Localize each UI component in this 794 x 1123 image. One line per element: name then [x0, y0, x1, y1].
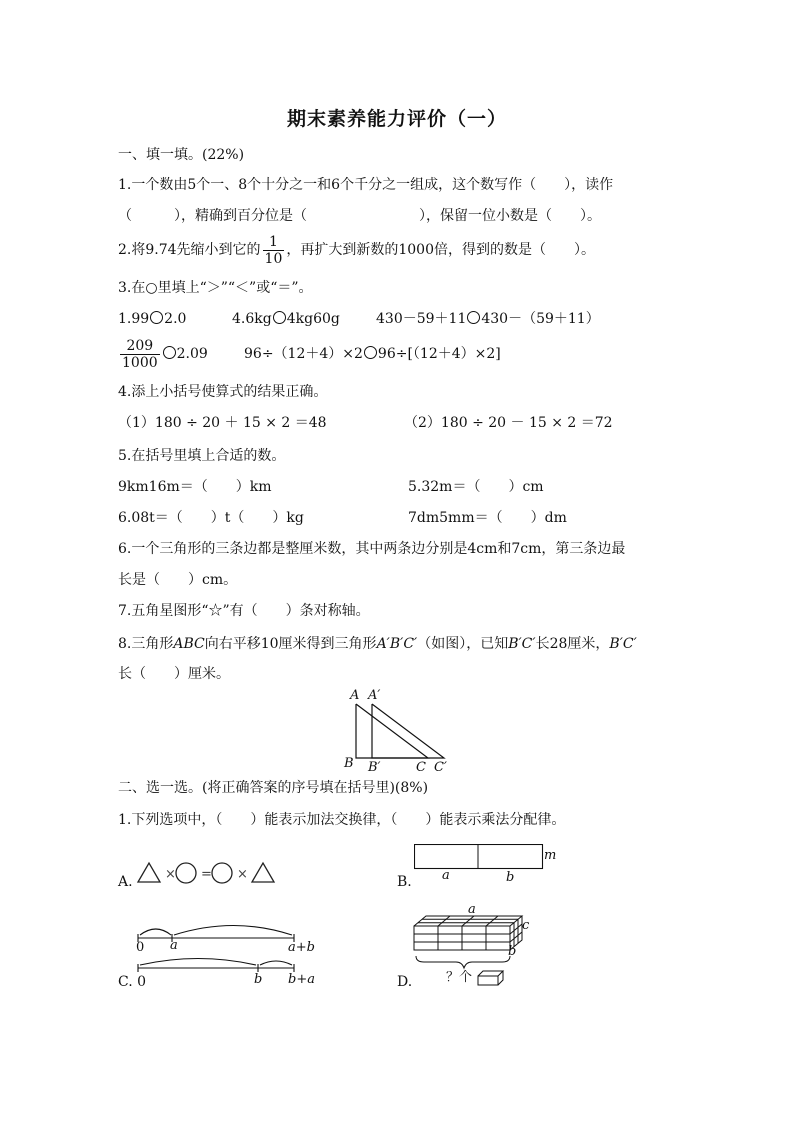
q8-text-b: 向右平移10厘米得到三角形	[204, 636, 377, 652]
option-a-figure	[134, 858, 278, 892]
label-a-prime: A′	[368, 688, 381, 703]
option-b-label: B.	[397, 874, 412, 890]
label-a: a	[170, 938, 178, 953]
q3-row2-fraction-numerator: 209	[120, 338, 160, 355]
q3-row2-fraction	[120, 338, 160, 371]
compare-circle[interactable]	[163, 346, 176, 359]
q8-text-a: 8.三角形	[118, 636, 174, 652]
s2-q1-line: 1.下列选项中，（ ）能表示加法交换律，（ ）能表示乘法分配律。	[118, 812, 566, 828]
triangle-shape	[252, 863, 274, 882]
svg-text:×: ×	[237, 867, 248, 882]
label-c-prime: C′	[434, 760, 447, 775]
option-d-label: D.	[397, 974, 413, 990]
q5-item-c: 6.08t＝（ ）t（ ）kg	[118, 510, 304, 526]
q3-row1-c	[376, 309, 600, 329]
q4-expr-1: （1）180 ÷ 20 ＋ 15 × 2 ＝48	[118, 415, 327, 431]
q2-text-before: 2.将9.74先缩小到它的	[118, 242, 261, 258]
q8-segment-bc: B′C′	[508, 636, 536, 652]
q3-row2-b-left: 96÷（12＋4）×2	[244, 346, 363, 362]
option-c-label	[118, 972, 146, 992]
label-b-plus-a: b+a	[288, 972, 315, 987]
label-b: B	[344, 756, 354, 771]
q3-row1-c-right: 430－（59＋11）	[481, 311, 600, 327]
q3-row1	[118, 309, 186, 329]
q6-line2: 长是（ ）cm。	[118, 572, 238, 588]
label-b: b	[254, 972, 263, 987]
shapes-equation	[134, 858, 278, 888]
compare-circle[interactable]	[150, 311, 163, 324]
q4-expr-2: （2）180 ÷ 20 － 15 × 2 ＝72	[404, 415, 613, 431]
label-zero: 0	[137, 974, 147, 990]
compare-circle[interactable]	[467, 311, 480, 324]
compare-circle[interactable]	[273, 311, 286, 324]
q3-row1-c-left: 430－59＋11	[376, 311, 467, 327]
q3-row2-a-right: 2.09	[176, 346, 208, 362]
q3-row1-b-left: 4.6kg	[232, 311, 272, 327]
q2-line	[118, 233, 595, 267]
svg-text:×: ×	[165, 867, 176, 882]
q8-line2: 长（ ）厘米。	[118, 666, 230, 682]
q2-text-after: ，再扩大到新数的1000倍，得到的数是（ ）。	[286, 242, 595, 258]
q8-triangle-figure	[340, 686, 460, 778]
q3-row2-b	[244, 344, 501, 364]
q7-line: 7.五角星图形“☆”有（ ）条对称轴。	[118, 603, 370, 619]
triangle-shape	[138, 863, 160, 882]
q6-line1: 6.一个三角形的三条边都是整厘米数，其中两条边分别是4cm和7cm，第三条边最	[118, 541, 626, 557]
q3-row2-b-right: 96÷[（12＋4）×2]	[377, 346, 501, 362]
q3-row2-fraction-denominator: 1000	[122, 354, 158, 371]
compare-circle[interactable]	[364, 346, 377, 359]
q3-row1-a-right: 2.0	[164, 311, 187, 327]
q5-item-b: 5.32m＝（ ）cm	[408, 479, 544, 495]
triangle-abc	[356, 704, 428, 758]
label-a: a	[442, 868, 450, 883]
svg-text:=: =	[201, 867, 212, 882]
q3-row1-a-left: 1.99	[118, 311, 150, 327]
q8-triangle-abc-prime: A′B′C′	[376, 636, 418, 652]
label-a-plus-b: a+b	[288, 940, 315, 955]
q2-fraction-denominator: 10	[264, 250, 283, 267]
label-c: C	[416, 760, 426, 775]
label-b-prime: B′	[368, 760, 381, 775]
option-c-figure	[134, 918, 324, 980]
q3-row2	[118, 334, 208, 374]
q5-item-a: 9km16m＝（ ）km	[118, 479, 272, 495]
q1-line2: （ ），精确到百分位是（ ），保留一位小数是（ ）。	[118, 208, 601, 224]
option-d-figure	[410, 900, 540, 990]
q8-segment-bc2: B′C′	[609, 636, 637, 652]
label-b: b	[508, 944, 517, 959]
q3-line: 3.在○里填上“＞”“＜”或“＝”。	[118, 280, 313, 296]
q2-fraction	[263, 234, 285, 267]
q3-row1-b	[232, 309, 340, 329]
section2-heading: 二、选一选。(将正确答案的序号填在括号里)(8%)	[118, 780, 429, 796]
q2-fraction-numerator: 1	[263, 234, 285, 251]
rectangle-diagram	[414, 844, 544, 870]
option-c-letter: C.	[118, 974, 133, 990]
label-count: ？个	[446, 970, 473, 985]
label-c: c	[522, 918, 530, 933]
q1-line1: 1.一个数由5个一、8个十分之一和6个千分之一组成，这个数写作（ ），读作	[118, 177, 614, 193]
q5-item-d: 7dm5mm＝（ ）dm	[408, 510, 567, 526]
q3-row1-b-right: 4kg60g	[286, 311, 340, 327]
q4-line: 4.添上小括号使算式的结果正确。	[118, 384, 328, 400]
section1-heading: 一、填一填。(22%)	[118, 147, 245, 163]
label-zero: 0	[136, 940, 145, 955]
q8-text-c: （如图），已知	[417, 636, 509, 652]
page-title: 期末素养能力评价（一）	[286, 108, 507, 130]
label-b: b	[506, 870, 515, 885]
q8-triangle-abc: ABC	[173, 636, 205, 652]
circle-shape	[212, 863, 232, 883]
q8-text-d: 长28厘米，	[535, 636, 610, 652]
label-a: A	[350, 688, 360, 703]
option-b-figure	[414, 844, 562, 886]
triangle-abc-prime	[372, 704, 444, 758]
q5-line: 5.在括号里填上合适的数。	[118, 448, 286, 464]
label-a: a	[468, 902, 476, 917]
circle-shape	[176, 863, 196, 883]
q8-line1	[118, 634, 637, 654]
label-m: m	[544, 848, 557, 863]
option-a-label: A.	[118, 874, 133, 890]
